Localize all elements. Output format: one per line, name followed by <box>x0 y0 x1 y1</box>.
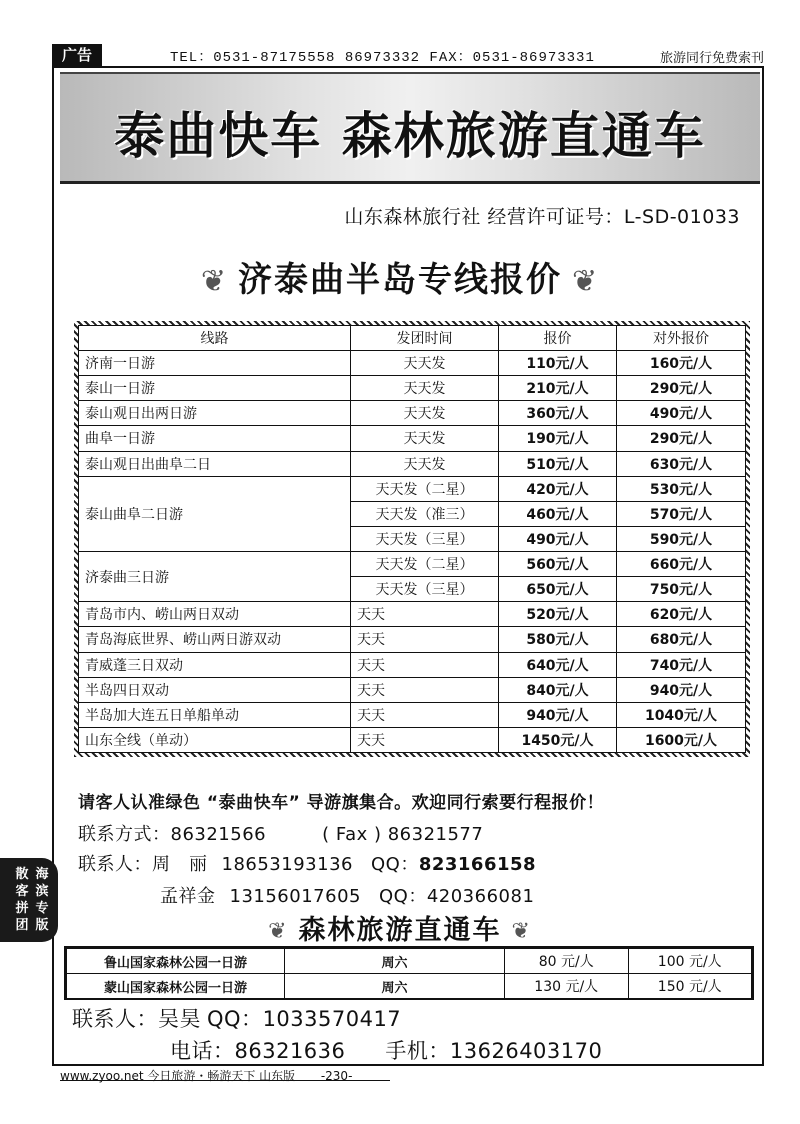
table-row <box>79 652 746 677</box>
bottom-person-label: 联系人： <box>72 1007 158 1031</box>
departure-cell: 天天发 <box>351 351 499 376</box>
table-row <box>67 949 752 974</box>
route-cell: 济泰曲三日游 <box>79 552 351 602</box>
bottom-person-name: 吴昊 <box>158 1007 201 1031</box>
bottom-tel: 86321636 <box>234 1039 346 1063</box>
departure-cell: 天天 <box>351 627 499 652</box>
route-cell: 山东全线（单动） <box>79 727 351 752</box>
departure-cell: 天天发 <box>351 426 499 451</box>
departure-cell: 天天 <box>351 602 499 627</box>
person1-name: 周 丽 <box>152 854 208 875</box>
forest-external-cell: 150 元/人 <box>628 974 752 999</box>
bottom-qq: 1033570417 <box>262 1007 402 1031</box>
price-cell: 460元/人 <box>499 501 617 526</box>
contact-person1-line <box>78 850 536 876</box>
table-header-row <box>79 326 746 351</box>
external-price-cell: 1600元/人 <box>617 727 746 752</box>
price-cell: 190元/人 <box>499 426 617 451</box>
footer-underline <box>60 1080 390 1081</box>
route-cell: 泰山曲阜二日游 <box>79 476 351 551</box>
price-cell: 580元/人 <box>499 627 617 652</box>
qq-label: QQ： <box>378 886 427 907</box>
phone-number: 86321566 <box>170 824 267 845</box>
person1-qq: 823166158 <box>418 854 537 875</box>
ad-label: 广告 <box>52 44 102 66</box>
contact-person2-line <box>160 882 534 908</box>
table-row <box>79 476 746 501</box>
person2-qq: 420366081 <box>426 886 535 907</box>
footer <box>60 1067 660 1084</box>
external-price-cell: 750元/人 <box>617 577 746 602</box>
title-banner <box>60 72 760 184</box>
forest-table-border <box>64 946 754 1000</box>
departure-cell: 天天发（准三） <box>351 501 499 526</box>
forest-day-cell: 周六 <box>285 974 505 999</box>
forest-table <box>66 948 752 999</box>
person2-mobile: 13156017605 <box>229 886 361 907</box>
external-price-cell: 160元/人 <box>617 351 746 376</box>
col-header-price: 报价 <box>499 326 617 351</box>
footer-site: www.zyoo.net 今日旅游・畅游天下 山东版 <box>60 1069 296 1083</box>
section-title-forest <box>0 908 800 947</box>
col-header-route: 线路 <box>79 326 351 351</box>
price-cell: 360元/人 <box>499 401 617 426</box>
price-table <box>78 325 746 753</box>
forest-route-cell: 蒙山国家森林公园一日游 <box>67 974 285 999</box>
qq-label: QQ： <box>370 854 419 875</box>
price-cell: 560元/人 <box>499 552 617 577</box>
header-right-text: 旅游同行免费索刊 <box>659 51 764 66</box>
external-price-cell: 740元/人 <box>617 652 746 677</box>
external-price-cell: 530元/人 <box>617 476 746 501</box>
price-cell: 640元/人 <box>499 652 617 677</box>
license-info: 山东森林旅行社 经营许可证号：L-SD-01033 <box>344 206 740 228</box>
side-tab-col2: 海滨专版 <box>35 867 49 933</box>
section-title-text: 森林旅游直通车 <box>298 915 502 946</box>
departure-cell: 天天发（二星） <box>351 476 499 501</box>
external-price-cell: 940元/人 <box>617 677 746 702</box>
forest-route-cell: 鲁山国家森林公园一日游 <box>67 949 285 974</box>
external-price-cell: 490元/人 <box>617 401 746 426</box>
departure-cell: 天天发（三星） <box>351 526 499 551</box>
ornament-left-icon: ❦ <box>268 919 289 944</box>
bottom-tel-label: 电话： <box>170 1039 235 1063</box>
departure-cell: 天天发 <box>351 451 499 476</box>
table-row <box>79 727 746 752</box>
external-price-cell: 290元/人 <box>617 426 746 451</box>
route-cell: 半岛加大连五日单船单动 <box>79 702 351 727</box>
price-cell: 420元/人 <box>499 476 617 501</box>
departure-cell: 天天发（三星） <box>351 577 499 602</box>
banner-title: 泰曲快车 森林旅游直通车 <box>114 107 706 165</box>
section-title-text: 济泰曲半岛专线报价 <box>238 260 562 300</box>
person-label: 联系人： <box>78 854 152 875</box>
person2-name: 孟祥金 <box>160 886 216 907</box>
table-row <box>79 627 746 652</box>
table-row <box>79 702 746 727</box>
forest-external-cell: 100 元/人 <box>628 949 752 974</box>
price-table-border <box>74 321 750 757</box>
route-cell: 青岛海底世界、崂山两日游双动 <box>79 627 351 652</box>
route-cell: 泰山一日游 <box>79 376 351 401</box>
bottom-contact-line1 <box>72 1003 401 1033</box>
route-cell: 泰山观日出两日游 <box>79 401 351 426</box>
page-number: -230- <box>320 1069 353 1083</box>
price-cell: 650元/人 <box>499 577 617 602</box>
ornament-right-icon: ❦ <box>511 919 532 944</box>
external-price-cell: 290元/人 <box>617 376 746 401</box>
external-price-cell: 660元/人 <box>617 552 746 577</box>
top-bar <box>52 44 764 66</box>
price-cell: 490元/人 <box>499 526 617 551</box>
external-price-cell: 630元/人 <box>617 451 746 476</box>
route-cell: 青岛市内、崂山两日双动 <box>79 602 351 627</box>
departure-cell: 天天发（二星） <box>351 552 499 577</box>
notice-text: 请客人认准绿色 “泰曲快车” 导游旗集合。欢迎同行索要行程报价！ <box>78 793 605 813</box>
price-cell: 520元/人 <box>499 602 617 627</box>
forest-day-cell: 周六 <box>285 949 505 974</box>
table-row <box>79 376 746 401</box>
fax-number: ( Fax ) 86321577 <box>322 824 484 845</box>
departure-cell: 天天发 <box>351 401 499 426</box>
forest-price-cell: 130 元/人 <box>505 974 629 999</box>
route-cell: 半岛四日双动 <box>79 677 351 702</box>
person1-mobile: 18653193136 <box>221 854 353 875</box>
departure-cell: 天天发 <box>351 376 499 401</box>
route-cell: 泰山观日出曲阜二日 <box>79 451 351 476</box>
price-cell: 510元/人 <box>499 451 617 476</box>
departure-cell: 天天 <box>351 727 499 752</box>
departure-cell: 天天 <box>351 677 499 702</box>
side-tab-col1: 散客拼团 <box>15 867 29 933</box>
col-header-external: 对外报价 <box>617 326 746 351</box>
external-price-cell: 1040元/人 <box>617 702 746 727</box>
section-title-peninsula <box>0 252 800 301</box>
price-cell: 110元/人 <box>499 351 617 376</box>
bottom-mobile-label: 手机： <box>385 1039 450 1063</box>
table-row <box>79 451 746 476</box>
ornament-right-icon: ❦ <box>572 264 600 299</box>
route-cell: 青威蓬三日双动 <box>79 652 351 677</box>
bottom-qq-label: QQ： <box>207 1007 263 1031</box>
contact-phone-line <box>78 820 483 846</box>
departure-cell: 天天 <box>351 652 499 677</box>
table-row <box>79 552 746 577</box>
price-cell: 840元/人 <box>499 677 617 702</box>
table-row <box>79 426 746 451</box>
table-row <box>67 974 752 999</box>
header-contact: TEL：0531-87175558 86973332 FAX：0531-86973331 <box>170 46 595 68</box>
route-cell: 济南一日游 <box>79 351 351 376</box>
price-cell: 940元/人 <box>499 702 617 727</box>
bottom-mobile: 13626403170 <box>449 1039 603 1063</box>
departure-cell: 天天 <box>351 702 499 727</box>
external-price-cell: 570元/人 <box>617 501 746 526</box>
route-cell: 曲阜一日游 <box>79 426 351 451</box>
table-row <box>79 677 746 702</box>
external-price-cell: 680元/人 <box>617 627 746 652</box>
external-price-cell: 590元/人 <box>617 526 746 551</box>
table-row <box>79 401 746 426</box>
phone-label: 联系方式： <box>78 824 171 845</box>
bottom-contact-line2 <box>170 1035 602 1065</box>
ornament-left-icon: ❦ <box>200 264 228 299</box>
table-row <box>79 602 746 627</box>
price-cell: 210元/人 <box>499 376 617 401</box>
price-cell: 1450元/人 <box>499 727 617 752</box>
table-row <box>79 351 746 376</box>
external-price-cell: 620元/人 <box>617 602 746 627</box>
col-header-departure: 发团时间 <box>351 326 499 351</box>
forest-price-cell: 80 元/人 <box>505 949 629 974</box>
